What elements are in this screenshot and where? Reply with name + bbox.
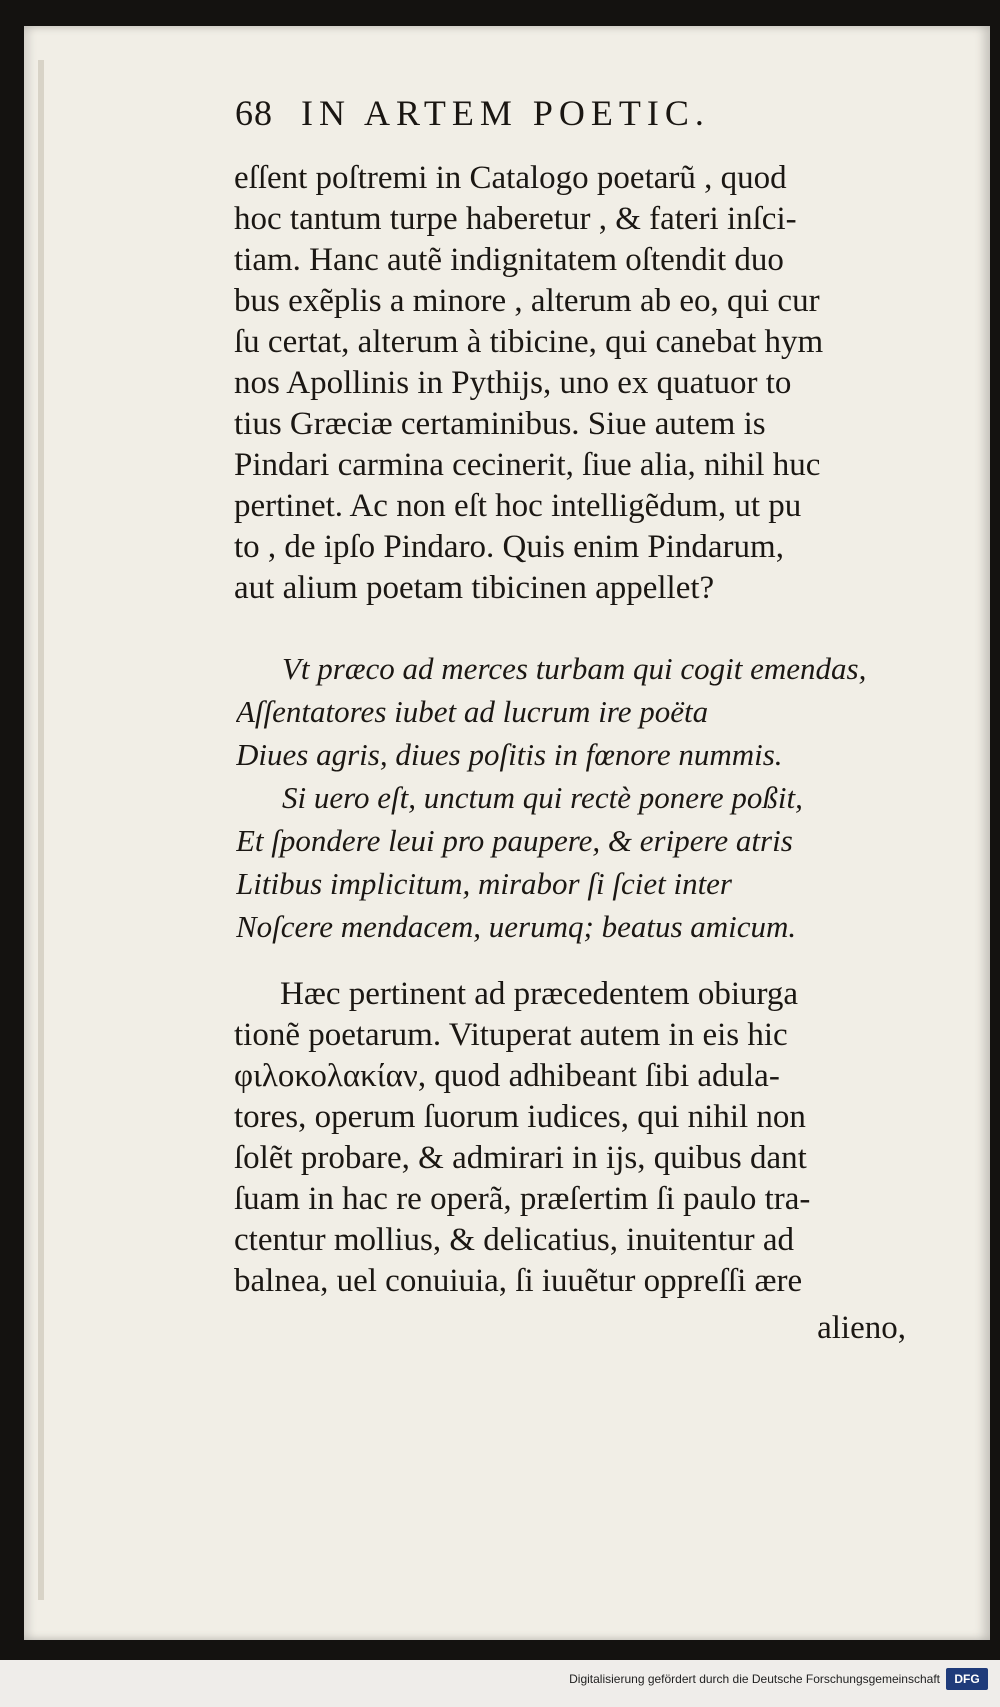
verse-line: Noſcere mendacem, uerumq; beatus amicum.: [236, 909, 797, 944]
text-line: bus exẽplis a minore , alterum ab eo, qui cur: [234, 283, 820, 319]
text-line: balnea, uel conuiuia, ſi iuuẽtur oppreſſi ære: [234, 1263, 803, 1299]
verse-line: Diues agris, diues poſitis in fœnore nummis.: [236, 737, 783, 772]
verse-line: Et ſpondere leui pro paupere, & eripere atris: [236, 823, 793, 858]
verse-line: Litibus implicitum, mirabor ſi ſciet inter: [236, 866, 732, 901]
dfg-logo: DFG: [946, 1668, 988, 1690]
page-number: 68: [235, 93, 273, 133]
catchword: alieno,: [817, 1310, 906, 1346]
text-line: pertinet. Ac non eſt hoc intelligẽdum, ut pu: [234, 488, 802, 524]
text-line: aut alium poetam tibicinen appellet?: [234, 570, 715, 606]
page-edge: [38, 60, 44, 1600]
text-line: ſu certat, alterum à tibicine, qui canebat hym: [234, 324, 824, 360]
text-line: tores, operum ſuorum iudices, qui nihil non: [234, 1099, 806, 1135]
funding-credit: Digitalisierung gefördert durch die Deutsche Forschungsgemeinschaft: [569, 1672, 940, 1686]
text-line: tionẽ poetarum. Vituperat autem in eis hic: [234, 1017, 788, 1053]
text-line: φιλοκολακίαν, quod adhibeant ſibi adula-: [234, 1058, 780, 1094]
verse-line: Vt præco ad merces turbam qui cogit emendas,: [282, 651, 867, 686]
text-line: Hæc pertinent ad præcedentem obiurga: [280, 976, 799, 1012]
text-line: hoc tantum turpe haberetur , & fateri inſci-: [234, 201, 797, 237]
text-line: nos Apollinis in Pythijs, uno ex quatuor to: [234, 365, 792, 401]
running-title: IN ARTEM POETIC.: [301, 93, 710, 133]
text-line: tiam. Hanc autẽ indignitatem oſtendit duo: [234, 242, 784, 278]
verse-line: Si uero eſt, unctum qui rectè ponere poßit,: [282, 780, 803, 815]
running-header: [235, 92, 710, 134]
text-line: to , de ipſo Pindaro. Quis enim Pindarum,: [234, 529, 784, 565]
text-line: eſſent poſtremi in Catalogo poetarũ , quod: [234, 160, 787, 196]
text-line: ctentur mollius, & delicatius, inuitentur ad: [234, 1222, 794, 1258]
text-line: Pindari carmina cecinerit, ſiue alia, nihil huc: [234, 447, 821, 483]
digitization-footer: [0, 1660, 1000, 1707]
text-line: tius Græciæ certaminibus. Siue autem is: [234, 406, 766, 442]
text-line: ſuam in hac re operã, præſertim ſi paulo tra-: [234, 1181, 811, 1217]
verse-line: Aſſentatores iubet ad lucrum ire poëta: [236, 694, 709, 729]
text-line: ſolẽt probare, & admirari in ijs, quibus dant: [234, 1140, 807, 1176]
